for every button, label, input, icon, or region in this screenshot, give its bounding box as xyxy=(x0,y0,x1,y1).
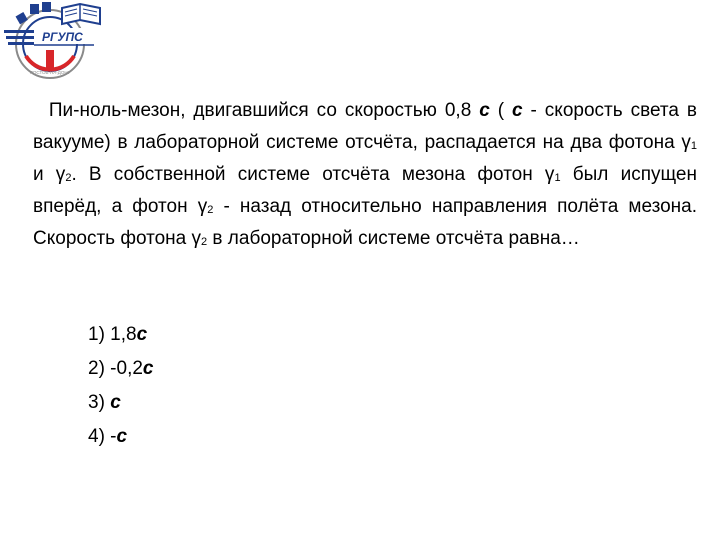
problem-part-4: и γ xyxy=(33,164,66,185)
rgups-emblem-icon xyxy=(2,0,106,82)
problem-part-1: Пи-ноль-мезон, двигавшийся со скоростью 0,8 xyxy=(48,100,480,121)
problem-part-3: - скорость света в вакууме) в лабораторной системе отсчёта, распадается на два фотона γ xyxy=(33,100,697,153)
answer-value: 4) - xyxy=(88,426,117,447)
answer-option xyxy=(88,386,154,420)
subscript: 1 xyxy=(554,172,561,184)
problem-text xyxy=(33,95,697,255)
subscript: 2 xyxy=(65,172,72,184)
speed-of-light-symbol: c xyxy=(136,324,148,345)
problem-part-5: . В собственной системе отсчёта мезона фотон γ xyxy=(71,164,555,185)
answer-options xyxy=(88,318,154,454)
subscript: 2 xyxy=(207,204,214,216)
speed-of-light-symbol: c xyxy=(142,358,154,379)
logo-ring-text: РОСТОВ-НА-ДОНУ xyxy=(30,70,71,75)
answer-option xyxy=(88,318,154,352)
speed-of-light-symbol: c xyxy=(110,392,121,413)
speed-of-light-symbol: c xyxy=(116,426,128,447)
answer-option xyxy=(88,420,154,454)
problem-part-6: был испущен вперёд, а фотон γ xyxy=(33,164,697,217)
answer-value: 2) -0,2 xyxy=(88,358,143,379)
speed-of-light-symbol: c xyxy=(479,100,490,121)
university-logo xyxy=(2,0,106,82)
problem-part-2: ( xyxy=(489,100,512,121)
speed-of-light-symbol: c xyxy=(512,100,523,121)
answer-option xyxy=(88,352,154,386)
problem-part-8: в лабораторной системе отсчёта равна… xyxy=(207,228,580,249)
answer-value: 1) 1,8 xyxy=(88,324,137,345)
subscript: 2 xyxy=(201,236,208,248)
problem-part-7: - назад относительно направления полёта мезона. Скорость фотона γ xyxy=(33,196,698,249)
subscript: 1 xyxy=(690,140,697,152)
answer-value: 3) xyxy=(88,392,111,413)
logo-text: РГУПС xyxy=(42,30,83,44)
